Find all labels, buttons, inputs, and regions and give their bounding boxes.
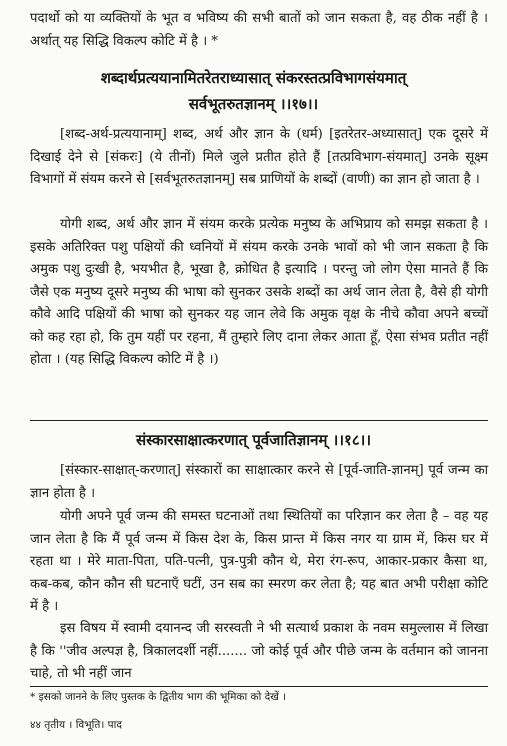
footnote: * इसको जानने के लिए पुस्तक के द्वितीय भाग की भूमिका को देखें । xyxy=(30,691,287,703)
footnote-divider xyxy=(30,686,488,687)
sutra-18: संस्कारसाक्षात्करणात् पूर्वजातिज्ञानम् ।।१८।। xyxy=(135,431,372,449)
section-divider xyxy=(30,420,488,421)
sutra-18-meaning xyxy=(30,460,488,505)
sutra-17-commentary-text: योगी शब्द, अर्थ और ज्ञान में संयम करके प्रत्येक मनुष्य के अभिप्राय को समझ सकता है । इसके अतिरिक्त पशु पक्षियों की ध्वनियों में संयम करके उनके भावों को भी जान सकता है कि अमुक पशु दुःखी है, भयभीत है, भूखा है, क्रोधित है इत्यादि । परन्तु जो लोग ऐसा मानते हैं कि जैसे एक मनुष्य दूसरे मनुष्य की भाषा को सुनकर उसके शब्दों का अर्थ जान लेता है, वैसे ही योगी कौवे आदि पक्षियों की भाषा को सुनकर यह जान लेवे कि अमुक वृक्ष के नीचे कौवा अपने बच्चों को कह रहा हो, कि तुम यहीं पर रहना, मैं तुम्हारे लिए दाना लेकर आता हूँ, ऐसा संभव प्रतीत नहीं होता । (यह सिद्धि विकल्प कोटि में है ।) xyxy=(30,217,488,367)
page-footer: ४४ तृतीय । विभूति। पाद xyxy=(30,719,122,731)
sutra-18-commentary xyxy=(30,506,488,619)
top-paragraph: पदार्थो को या व्यक्तियों के भूत व भविष्य की सभी बातों को जान सकता है, वह ठीक नहीं है । अर्थात् यह सिद्धि विकल्प कोटि में है । * xyxy=(30,11,488,49)
sutra-17-meaning xyxy=(30,124,488,192)
sutra-17-line1: शब्दार्थप्रत्ययानामितरेतराध्यासात् संकरस्तत्प्रविभागसंयमात् xyxy=(100,69,407,87)
sutra-17-meaning-text: [शब्द-अर्थ-प्रत्ययानाम्] शब्द, अर्थ और ज्ञान के (धर्म) [इतरेतर-अध्यासात्] एक दूसरे में दिखाई देने से [संकरः] (ये तीनों) मिले जुले प्रतीत होते हैं [तत्प्रविभाग-संयमात्] उनके सूक्ष्म विभागों में संयम करने से [सर्वभूतरुतज्ञानम्] सब प्राणियों के शब्दों (वाणी) का ज्ञान हो जाता है । xyxy=(30,127,488,187)
sutra-18-commentary-continued-text: इस विषय में स्वामी दयानन्द जी सरस्वती ने भी सत्यार्थ प्रकाश के नवम समुल्लास में लिखा है कि ''जीव अल्पज्ञ है, त्रिकालदर्शी नहीं....... जो कोई पूर्व और पीछे जन्म के वर्तमान को जानना चाहे, तो भी नहीं जान xyxy=(30,621,488,681)
sutra-17-commentary xyxy=(30,214,488,372)
sutra-18-meaning-text: [संस्कार-साक्षात्-करणात्] संस्कारों का साक्षात्कार करने से [पूर्व-जाति-ज्ञानम्] पूर्व जन्म का ज्ञान होता है । xyxy=(30,463,488,501)
sutra-18-commentary-text: योगी अपने पूर्व जन्म की समस्त घटनाओं तथा स्थितियों का परिज्ञान कर लेता है – वह यह जान लेता है कि मैं पूर्व जन्म में किस देश के, किस प्रान्त में किस नगर या ग्राम में, किस घर में रहता था । मेरे माता-पिता, पति-पत्नी, पुत्र-पुत्री कौन थे, मेरा रंग-रूप, आकार-प्रकार कैसा था, कब-कब, कौन कौन सी घटनाएँ घटीं, उन सब का स्मरण कर लेता है; यह बात अभी परीक्षा कोटि में है । xyxy=(30,509,488,614)
sutra-17-line2: सर्वभूतरुतज्ञानम् ।।१७।। xyxy=(188,95,319,113)
sutra-18-commentary-continued xyxy=(30,618,488,686)
